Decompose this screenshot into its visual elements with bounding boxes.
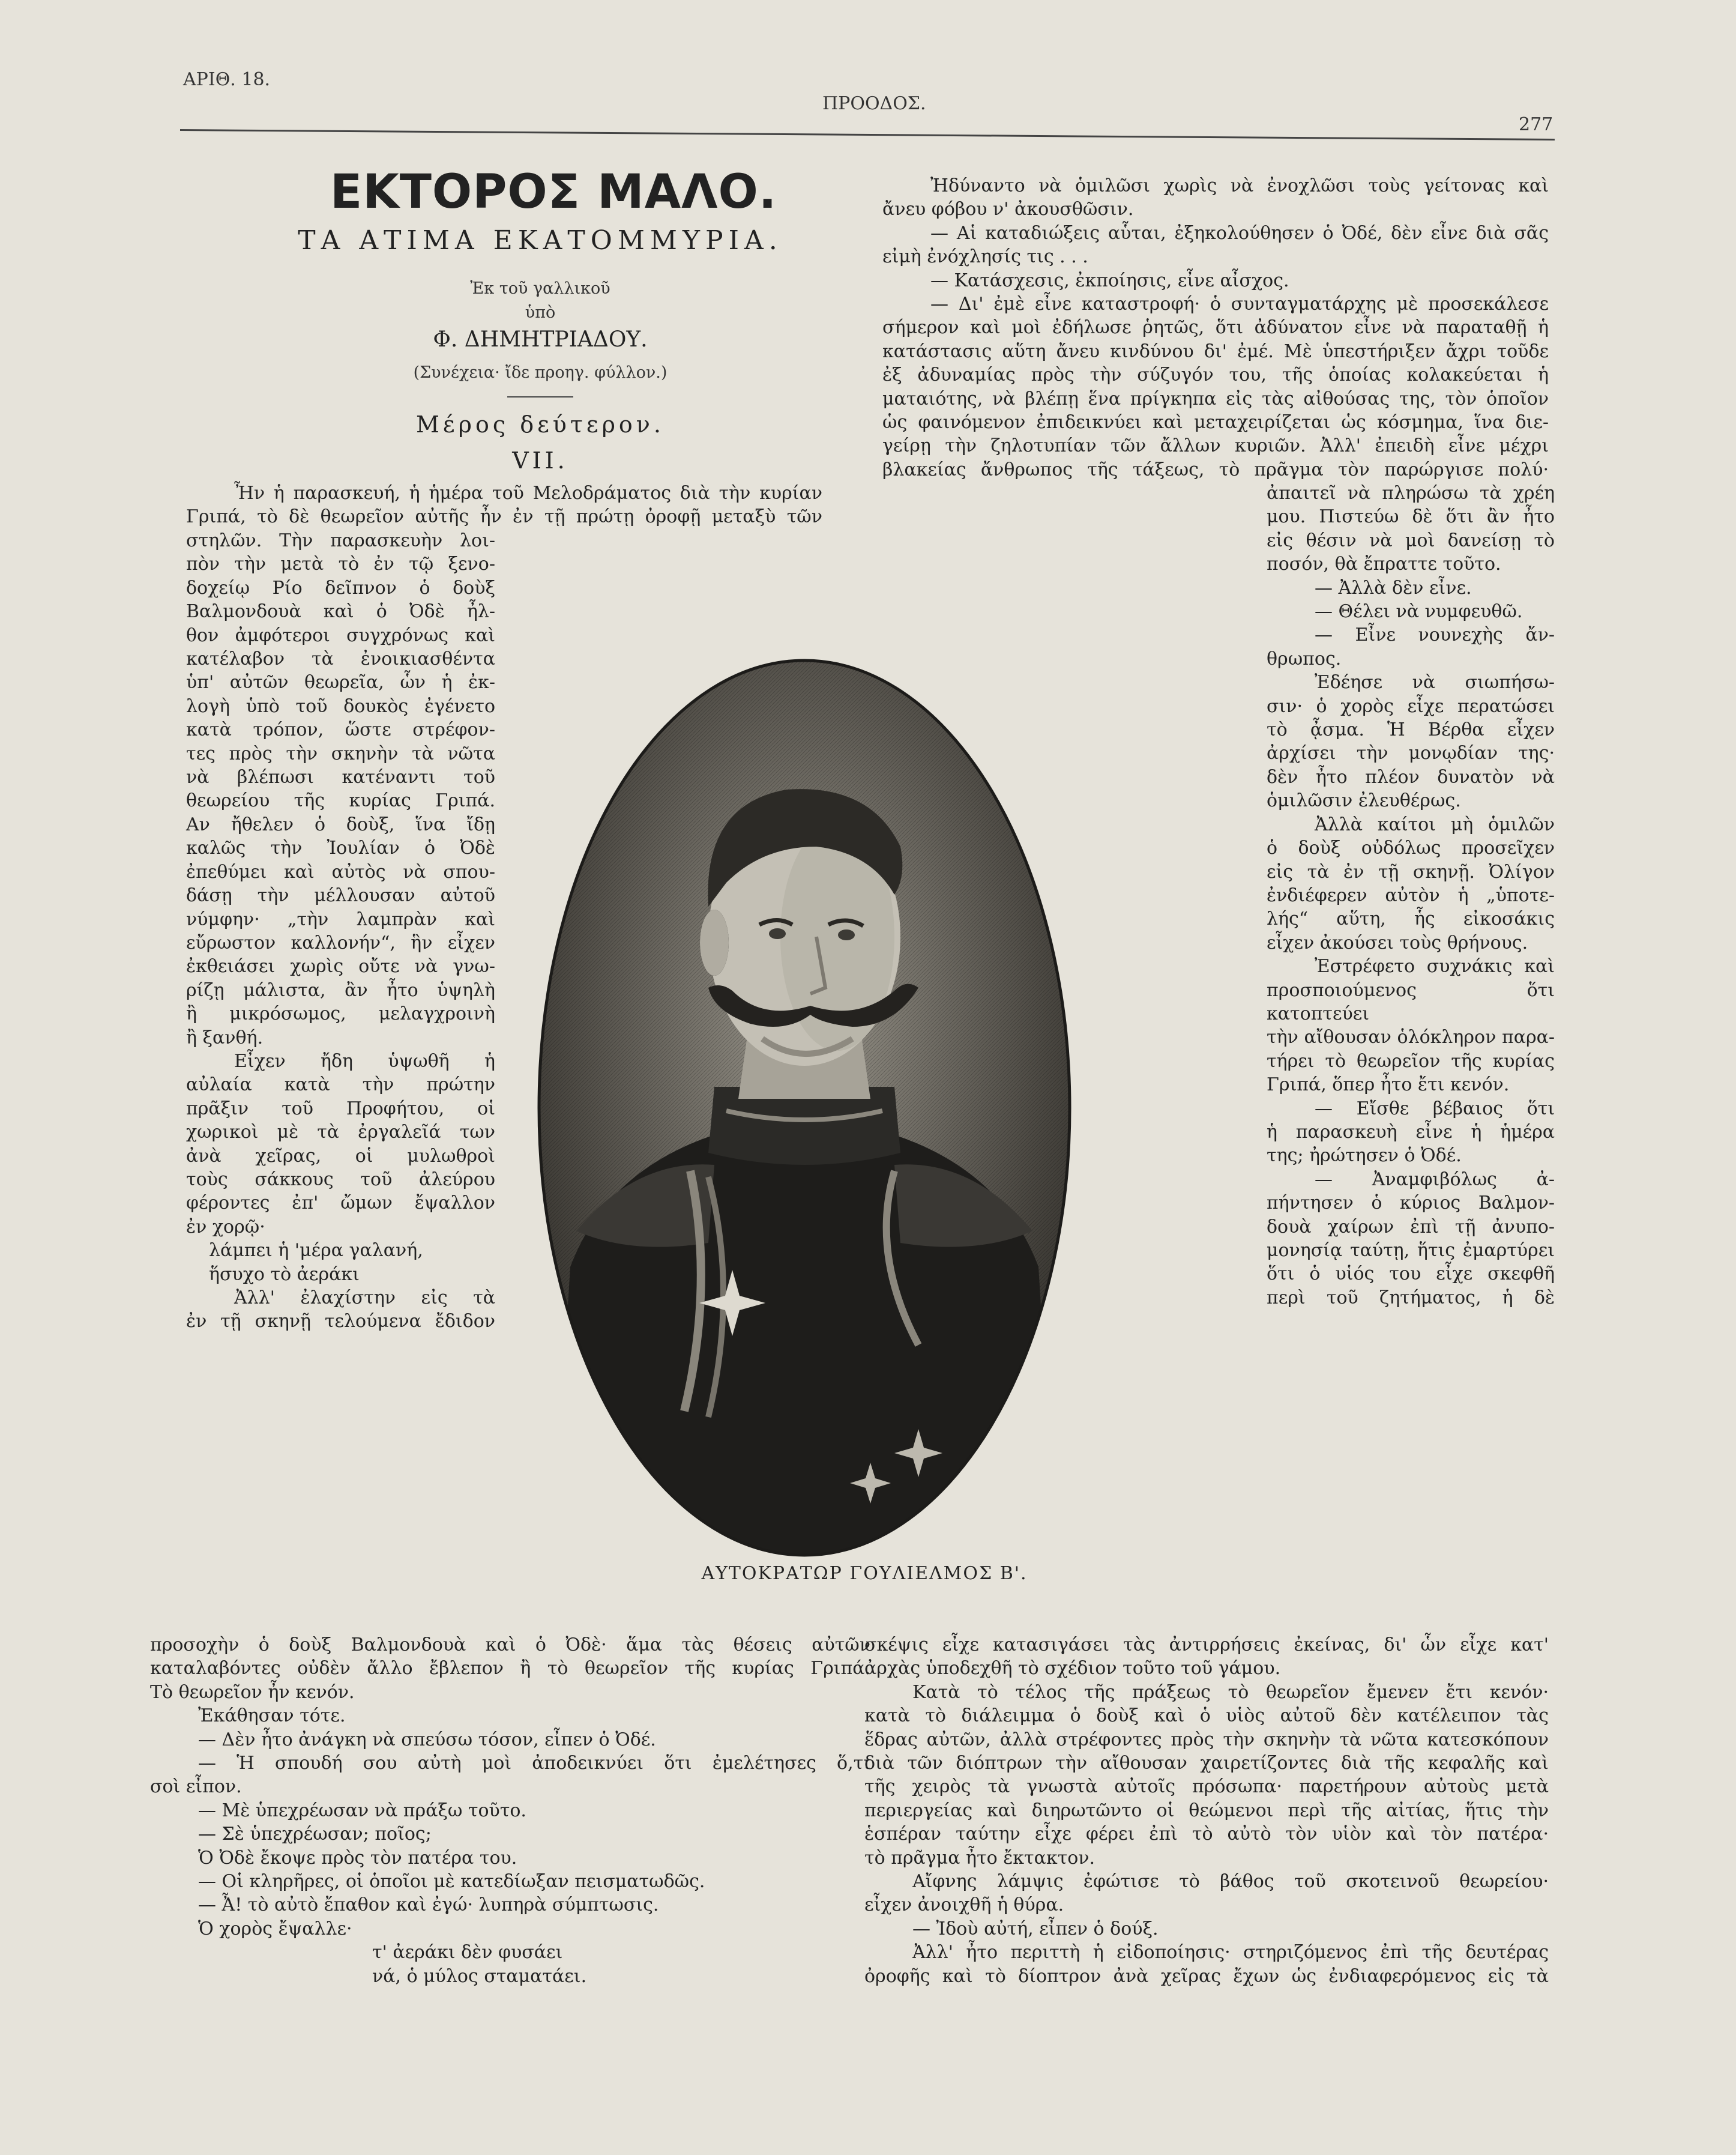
paragraph-line: τὴν αἴθουσαν ὁλόκληρον παρα- [1267, 1027, 1555, 1048]
paragraph-line: εὔρωστον καλλονήν“, ἣν εἶχεν [186, 932, 495, 954]
dialogue-line: — Αἱ καταδιώξεις αὗται, ἐξηκολούθησεν ὁ Ὀδέ, δὲν εἶνε διὰ σᾶς [930, 222, 1549, 244]
dialogue-line: — Δὲν ἦτο ἀνάγκη νὰ σπεύσω τόσον, εἶπεν ὁ Ὀδέ. [198, 1729, 656, 1750]
periodical-title: ΠΡΟΟΔΟΣ. [822, 93, 926, 114]
paragraph-line: θον ἀμφότεροι συγχρόνως καὶ [186, 624, 495, 646]
paragraph-line: Γριπά, ὅπερ ἦτο ἔτι κενόν. [1267, 1074, 1510, 1096]
paragraph-line: ἀρχίσει τὴν μονῳδίαν της· [1267, 743, 1555, 764]
paragraph-line: αὐλαία κατὰ τὴν πρώτην [186, 1074, 495, 1096]
paragraph-line: θρωπος. [1267, 648, 1342, 669]
paragraph-line: ματαιότης, νὰ βλέπῃ ἕνα πρίγκηπα εἰς τὰς αἰθούσας της, τὸν ὁποῖον [882, 388, 1549, 410]
right-column-bottom [864, 1633, 1549, 1988]
paragraph-line: μονησίᾳ ταύτῃ, ἥτις ἐμαρτύρει [1267, 1240, 1555, 1261]
paragraph-line: κατὰ τὸ διάλειμμα ὁ δοὺξ καὶ ὁ υἱὸς αὐτοῦ δὲν κατέλειπον τὰς [864, 1705, 1549, 1727]
paragraph-line: Ἐδέησε νὰ σιωπήσω- [1315, 672, 1555, 694]
left-column-narrow [186, 529, 495, 1334]
part-heading: Μέρος δεύτερον. [416, 411, 665, 438]
paragraph-line: πὸν τὴν μετὰ τὸ ἐν τῷ ξενο- [186, 554, 495, 575]
paragraph-line: δάσῃ τὴν μέλλουσαν αὐτοῦ [186, 885, 495, 907]
paragraph-line: γείρῃ τὴν ζηλοτυπίαν τῶν ἄλλων κυριῶν. Ἀλλ' ἐπειδὴ εἶνε μέχρι [882, 435, 1549, 457]
paragraph-line: ὡς φαινόμενον ἐπιδεικνύει καὶ μεταχειρίζεται ὡς κόσμημα, ἵνα διε- [882, 412, 1549, 434]
paragraph-line: Ἠδύναντο νὰ ὁμιλῶσι χωρὶς νὰ ἐνοχλῶσι τοὺς γείτονας καὶ [930, 175, 1549, 196]
paragraph-line: τὸ ᾆσμα. Ἡ Βέρθα εἶχεν [1267, 719, 1555, 741]
page-number: 277 [1519, 114, 1554, 135]
paragraph-line: καταλαβόντες οὐδὲν ἄλλο ἔβλεπον ἢ τὸ θεωρεῖον τῆς κυρίας Γριπά. [150, 1658, 870, 1679]
paragraph-line: Ἀλλ' ἦτο περιττὴ ἡ εἰδοποίησις· στηριζόμενος ἐπὶ τῆς δευτέρας [912, 1942, 1549, 1963]
verse-line: νά, ὁ μύλος σταματάει. [372, 1965, 587, 1987]
paragraph-line: ἀπαιτεῖ νὰ πληρώσω τὰ χρέη [1267, 483, 1555, 504]
paragraph-line: τες πρὸς τὴν σκηνὴν τὰ νῶτα [186, 743, 495, 764]
paragraph-line: εἶχεν ἀνοιχθῆ ἡ θύρα. [864, 1894, 1064, 1916]
dialogue-line: — Ἀλλὰ δὲν εἶνε. [1315, 577, 1472, 599]
dialogue-line: — Ἡ σπουδή σου αὐτὴ μοὶ ἀποδεικνύει ὅτι ἐμελέτησες ὅ,τι [198, 1753, 870, 1774]
by-word: ὑπὸ [525, 303, 556, 322]
paragraph-line: μου. Πιστεύω δὲ ὅτι ἂν ἦτο [1267, 506, 1555, 528]
dialogue-line: — Δι' ἐμὲ εἶνε καταστροφή· ὁ συνταγματάρχης μὲ προσεκάλεσε [930, 294, 1549, 315]
paragraph-line: ἐκθειάσει χωρὶς οὔτε νὰ γνω- [186, 956, 495, 978]
dialogue-line: — Ἰδοὺ αὐτή, εἶπεν ὁ δούξ. [912, 1918, 1159, 1939]
dialogue-line: — Κατάσχεσις, ἐκποίησις, εἶνε αἶσχος. [930, 270, 1289, 291]
paragraph-line: Ἦν ἡ παρασκευή, ἡ ἡμέρα τοῦ Μελοδράματος διὰ τὴν κυρίαν [234, 483, 822, 504]
paragraph-line: ὑπ' αὐτῶν θεωρεῖα, ὧν ἡ ἐκ- [186, 672, 495, 694]
paragraph-line: ρίζῃ μάλιστα, ἂν ἦτο ὑψηλὴ [186, 979, 495, 1001]
paragraph-line: Ἀλλ' ἐλαχίστην εἰς τὰ [234, 1287, 495, 1308]
dialogue-line: — Οἱ κληρῆρες, οἱ ὁποῖοι μὲ κατεδίωξαν πεισματωδῶς. [198, 1871, 705, 1893]
paragraph-line: ἕδρας αὐτῶν, ἀλλὰ στρέφοντες πρὸς τὴν σκηνὴν τὰ νῶτα κατεσκόπουν [864, 1729, 1549, 1750]
translator-name: Φ. ΔΗΜΗΤΡΙΑΔΟΥ. [433, 327, 648, 352]
verse-line: ἥσυχο τὸ ἀεράκι [209, 1263, 360, 1285]
paragraph-line: Ὁ Ὀδὲ ἔκοψε πρὸς τὸν πατέρα του. [198, 1847, 517, 1869]
paragraph-line: ἄνευ φόβου ν' ἀκουσθῶσιν. [882, 199, 1134, 220]
paragraph-line: ἢ ξανθή. [186, 1027, 264, 1048]
paragraph-line: τήρει τὸ θεωρεῖον τῆς κυρίας [1267, 1050, 1555, 1072]
paragraph-line: σήμερον καὶ μοὶ ἐδήλωσε ῥητῶς, ὅτι ἀδύνατον εἶνε νὰ παραταθῇ ἡ [882, 317, 1549, 339]
chapter-number: VII. [512, 447, 568, 474]
header-rule [180, 129, 1555, 141]
paragraph-line: εἰς θέσιν νὰ μοὶ δανείσῃ τὸ [1267, 530, 1555, 551]
paragraph-line: Τὸ θεωρεῖον ἦν κενόν. [150, 1681, 355, 1703]
paragraph-line: διὰ τῶν διόπτρων τὴν αἴθουσαν χαιρετίζοντες διὰ τῆς κεφαλῆς καὶ [864, 1753, 1549, 1774]
paragraph-line: σκέψις εἶχε κατασιγάσει τὰς ἀντιρρήσεις ἐκείνας, δι' ὧν εἶχε κατ' [864, 1634, 1549, 1655]
paragraph-line: στηλῶν. Τὴν παρασκευὴν λοι- [186, 530, 495, 551]
paragraph-line: ἑσπέραν ταύτην εἶχε φέρει ἐπὶ τὸ αὐτὸ τὸν υἱὸν καὶ τὸν πατέρα· [864, 1824, 1549, 1845]
paragraph-line: Ἐστρέφετο συχνάκις καὶ [1315, 956, 1555, 978]
portrait-caption: ΑΥΤΟΚΡΑΤΩΡ ΓΟΥΛΙΕΛΜΟΣ Β'. [701, 1563, 1028, 1584]
paragraph-line: δὲν ἦτο πλέον δυνατὸν νὰ [1267, 766, 1555, 788]
paragraph-line: Ἀλλὰ καίτοι μὴ ὁμιλῶν [1315, 814, 1555, 835]
paragraph-line: ἡ παρασκευὴ εἶνε ἡ ἡμέρα [1267, 1121, 1555, 1143]
paragraph-line: φέροντες ἐπ' ὤμων ἔψαλλον [186, 1192, 495, 1214]
paragraph-line: προσποιούμενος ὅτι κατοπτεύει [1267, 979, 1555, 1024]
paragraph-line: Εἶχεν ἤδη ὑψωθῆ ἡ [234, 1050, 495, 1072]
continuation-note: (Συνέχεια· ἴδε προηγ. φύλλον.) [413, 363, 668, 382]
paragraph-line: Γριπά, τὸ δὲ θεωρεῖον αὐτῆς ἦν ἐν τῇ πρώτῃ ὀροφῇ μεταξὺ τῶν [186, 506, 822, 528]
paragraph-line: ποσόν, θὰ ἔπραττε τοῦτο. [1267, 554, 1501, 575]
paragraph-line: ὀροφῆς καὶ τὸ δίοπτρον ἀνὰ χεῖρας ἔχων ὡς ἐνδιαφερόμενος εἰς τὰ [864, 1965, 1549, 1987]
paragraph-line: της; ἠρώτησεν ὁ Ὀδέ. [1267, 1145, 1462, 1167]
article-title: ΕΚΤΟΡΟΣ ΜΑΛΟ. [330, 165, 777, 219]
paragraph-line: καλῶς τὴν Ἰουλίαν ὁ Ὀδὲ [186, 838, 495, 859]
paragraph-line: νύμφην· „τὴν λαμπρὰν καὶ [186, 908, 495, 930]
paragraph-line: κατέλαβον τὰ ἐνοικιασθέντα [186, 648, 495, 670]
right-column-top [882, 174, 1549, 482]
paragraph-line: πρᾶξιν τοῦ Προφήτου, οἱ [186, 1098, 495, 1119]
dialogue-line: — Θέλει νὰ νυμφευθῶ. [1315, 601, 1523, 623]
paragraph-line: προσοχὴν ὁ δοὺξ Βαλμονδουὰ καὶ ὁ Ὀδὲ· ἅμα τὰς θέσεις αὐτῶν [150, 1634, 870, 1655]
paragraph-line: χωρικοὶ μὲ τὰ ἐργαλεῖά των [186, 1122, 495, 1143]
paragraph-line: πήντησεν ὁ κύριος Βαλμον- [1267, 1192, 1555, 1214]
paragraph-line: τῆς χειρὸς τὰ γνωστὰ αὐτοῖς πρόσωπα· παρετήρουν αὐτοὺς μετὰ [864, 1776, 1549, 1798]
paragraph-line: κατάστασις αὕτη ἄνευ κινδύνου δι' ἐμέ. Μὲ ὑπεστήριξεν ἄχρι τοῦδε [882, 340, 1549, 362]
paragraph-line: περὶ τοῦ ζητήματος, ἡ δὲ [1267, 1287, 1555, 1308]
paragraph-line: ἐν χορῷ· [186, 1216, 265, 1238]
paragraph-line: τὸ πρᾶγμα ἦτο ἔκτακτον. [864, 1847, 1096, 1869]
paragraph-line: ἀνὰ χεῖρας, οἱ μυλωθροὶ [186, 1145, 495, 1167]
short-rule [507, 396, 573, 397]
paragraph-line: κατὰ τρόπον, ὥστε στρέφον- [186, 719, 495, 741]
paragraph-line: ἐνδιέφερεν αὐτὸν ἡ „ὑποτε- [1267, 884, 1555, 906]
paragraph-line: λής“ αὕτη, ἧς εἰκοσάκις [1267, 908, 1555, 930]
paragraph-line: εἰμὴ ἐνόχλησίς τις . . . [882, 246, 1088, 268]
issue-number: ΑΡΙΘ. 18. [183, 69, 271, 90]
dialogue-line: — Ἀναμφιβόλως ἀ- [1315, 1168, 1555, 1190]
paragraph-line: Αν ἤθελεν ὁ δοὺξ, ἵνα ἴδῃ [186, 814, 495, 835]
paragraph-line: ἐν τῇ σκηνῇ τελούμενα ἔδιδον [186, 1311, 495, 1332]
paragraph-line: εἰς τὰ ἐν τῇ σκηνῇ. Ὀλίγον [1267, 861, 1555, 883]
paragraph-line: ὁ δοὺξ οὐδόλως προσεῖχεν [1267, 838, 1555, 859]
left-column-bottom [150, 1633, 870, 1988]
portrait-engraving [534, 654, 1074, 1561]
paragraph-line: δουὰ χαίρων ἐπὶ τῇ ἀνυπο- [1267, 1216, 1555, 1238]
paragraph-line: Βαλμονδουὰ καὶ ὁ Ὀδὲ ἦλ- [186, 601, 495, 623]
left-column-opening [186, 482, 822, 529]
paragraph-line: Ὁ χορὸς ἔψαλλε· [198, 1918, 352, 1939]
paragraph-line: ἐπεθύμει καὶ αὐτὸς νὰ σπου- [186, 861, 495, 883]
dialogue-line: — Σὲ ὑπεχρέωσαν; ποῖος; [198, 1824, 432, 1845]
paragraph-line: Αἴφνης λάμψις ἐφώτισε τὸ βάθος τοῦ σκοτεινοῦ θεωρείου· [912, 1871, 1549, 1893]
article-subtitle: ΤΑ ΑΤΙΜΑ ΕΚΑΤΟΜΜΥΡΙΑ. [298, 225, 783, 256]
paragraph-line: τοὺς σάκκους τοῦ ἀλεύρου [186, 1168, 495, 1190]
verse-line: λάμπει ἡ 'μέρα γαλανή, [209, 1240, 423, 1262]
paragraph-line: λογὴ ὑπὸ τοῦ δουκὸς ἐγένετο [186, 695, 495, 717]
paragraph-line: δοχείῳ Ρίο δεῖπνον ὁ δοὺξ [186, 577, 495, 599]
paragraph-line: νὰ βλέπωσι κατέναντι τοῦ [186, 767, 495, 788]
paragraph-line: Ἐκάθησαν τότε. [198, 1705, 346, 1727]
paragraph-line: ὁμιλῶσιν ἐλευθέρως. [1267, 790, 1461, 812]
portrait-image [534, 654, 1074, 1561]
dialogue-line: — Εἶνε νουνεχὴς ἄν- [1315, 624, 1555, 646]
paragraph-line: ἐξ ἀδυναμίας πρὸς τὴν σύζυγόν του, τῆς ὁποίας κολακεύεται ἡ [882, 364, 1549, 386]
right-column-narrow [1267, 482, 1555, 1310]
dialogue-line: — Ἆ! τὸ αὐτὸ ἔπαθον καὶ ἐγώ· λυπηρὰ σύμπτωσις. [198, 1894, 659, 1916]
paragraph-line: βλακείας ἄνθρωπος τῆς τάξεως, τὸ πρᾶγμα τὸν παρώργισε πολύ· [882, 459, 1549, 480]
paragraph-line: ἢ μικρόσωμος, μελαγχροινὴ [186, 1003, 495, 1025]
paragraph-line: ἀρχὰς ὑποδεχθῆ τὸ σχέδιον τοῦτο τοῦ γάμου. [864, 1658, 1281, 1679]
dialogue-line: — Μὲ ὑπεχρέωσαν νὰ πράξω τοῦτο. [198, 1800, 526, 1821]
paragraph-line: περιεργείας καὶ διηρωτῶντο οἱ θεώμενοι περὶ τῆς αἰτίας, ἥτις τὴν [864, 1800, 1549, 1821]
paragraph-line: ὅτι ὁ υἱός του εἶχε σκεφθῆ [1267, 1263, 1555, 1285]
translation-note: Ἐκ τοῦ γαλλικοῦ [470, 279, 610, 298]
paragraph-line: Κατὰ τὸ τέλος τῆς πράξεως τὸ θεωρεῖον ἔμενεν ἔτι κενόν· [912, 1681, 1549, 1703]
paragraph-line: σοὶ εἶπον. [150, 1776, 242, 1798]
paragraph-line: εἶχεν ἀκούσει τοὺς θρήνους. [1267, 932, 1528, 954]
paragraph-line: θεωρείου τῆς κυρίας Γριπά. [186, 790, 495, 812]
verse-line: τ' ἀεράκι δὲν φυσάει [372, 1942, 563, 1963]
dialogue-line: — Εἴσθε βέβαιος ὅτι [1315, 1098, 1555, 1119]
paragraph-line: σιν· ὁ χορὸς εἶχε περατώσει [1267, 695, 1555, 717]
